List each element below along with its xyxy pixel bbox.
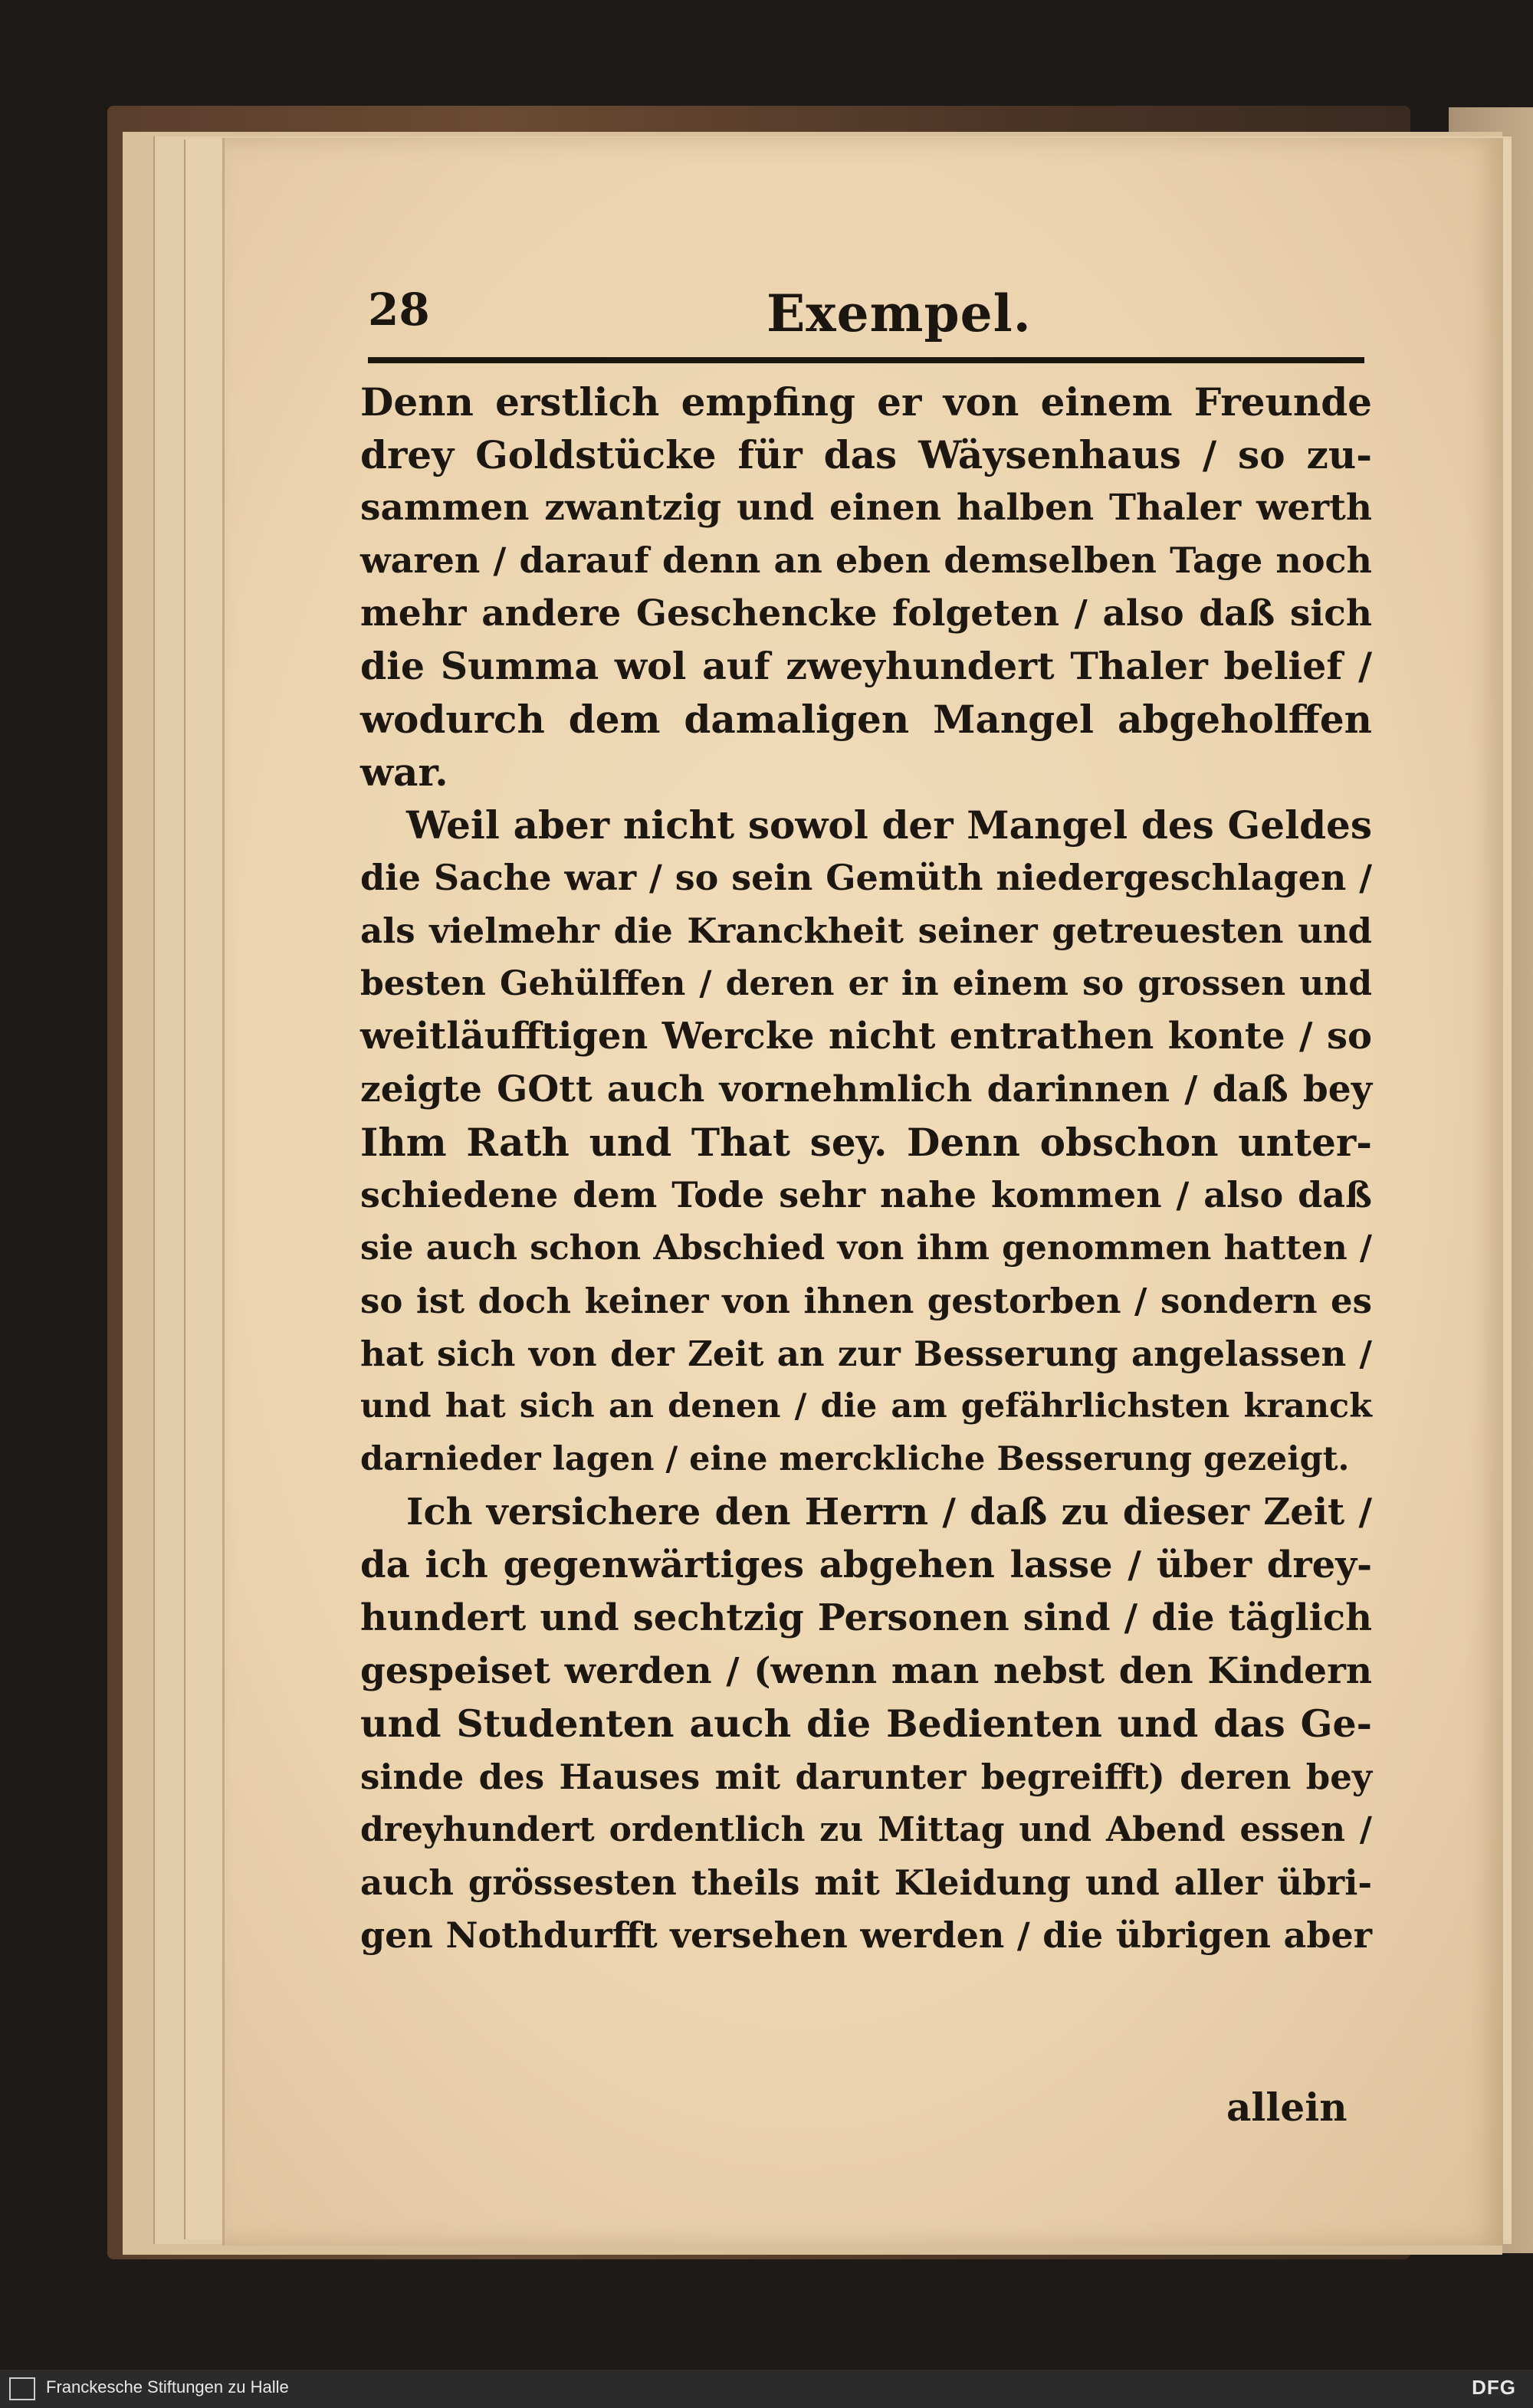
institution-logo-icon (9, 2377, 35, 2400)
text-line: gespeiset werden / (wenn man nebst den Kindern (360, 1650, 1372, 1692)
page-header (368, 284, 1364, 353)
dfg-logo: DFG (1472, 2376, 1516, 2399)
text-line: waren / darauf denn an eben demselben Tage noch (360, 540, 1372, 581)
text-line: und Studenten auch die Bedienten und das Ge- (360, 1701, 1372, 1746)
body-text (360, 376, 1372, 1962)
text-line: gen Nothdurfft versehen werden / die übrigen aber (360, 1914, 1372, 1956)
page-number: 28 (368, 284, 430, 336)
text-line: so ist doch keiner von ihnen gestorben / sondern es (360, 1281, 1372, 1321)
text-line: hat sich von der Zeit an zur Besserung angelassen / (360, 1334, 1372, 1374)
text-line: sinde des Hauses mit darunter begreifft) deren bey (360, 1757, 1372, 1797)
text-line: zeigte GOtt auch vornehmlich darinnen / daß bey (360, 1068, 1372, 1111)
text-line: dreyhundert ordentlich zu Mittag und Abend essen / (360, 1810, 1372, 1849)
text-line: war. (360, 750, 448, 795)
viewer-footer (0, 2370, 1533, 2408)
text-line: schiedene dem Tode sehr nahe kommen / also daß (360, 1174, 1372, 1215)
text-line: sie auch schon Abschied von ihm genommen hatten / (360, 1229, 1372, 1268)
text-line: darnieder lagen / eine merckliche Besserung gezeigt. (360, 1440, 1350, 1478)
text-line: auch grössesten theils mit Kleidung und aller übri- (360, 1862, 1372, 1903)
text-line: und hat sich an denen / die am gefährlichsten kranck (360, 1387, 1372, 1425)
text-line: sammen zwantzig und einen halben Thaler werth (360, 487, 1372, 529)
text-line: Weil aber nicht sowol der Mangel des Geldes (406, 802, 1372, 848)
text-line: drey Goldstücke für das Wäysenhaus / so zu- (360, 432, 1372, 477)
text-line: Denn erstlich empfing er von einem Freunde (360, 379, 1372, 425)
text-line: wodurch dem damaligen Mangel abgeholffen (360, 697, 1372, 742)
text-line: als vielmehr die Kranckheit seiner getreuesten und (360, 910, 1372, 951)
text-line: mehr andere Geschencke folgeten / also daß sich (360, 592, 1372, 635)
text-line: die Sache war / so sein Gemüth niedergeschlagen / (360, 857, 1372, 898)
running-title: Exempel. (766, 284, 1032, 343)
text-line: hundert und sechtzig Personen sind / die täglich (360, 1596, 1372, 1639)
institution-name: Franckesche Stiftungen zu Halle (46, 2377, 289, 2397)
header-rule (368, 357, 1364, 363)
text-line: die Summa wol auf zweyhundert Thaler belief / (360, 644, 1372, 688)
text-line: weitläufftigen Wercke nicht entrathen konte / so (360, 1015, 1372, 1058)
text-line: besten Gehülffen / deren er in einem so grossen und (360, 964, 1372, 1003)
text-line: Ich versichere den Herrn / daß zu dieser Zeit / (406, 1491, 1372, 1534)
text-line: da ich gegenwärtiges abgehen lasse / über drey- (360, 1544, 1372, 1586)
text-line: Ihm Rath und That sey. Denn obschon unter- (360, 1120, 1372, 1165)
catchword: allein (1226, 2085, 1348, 2130)
